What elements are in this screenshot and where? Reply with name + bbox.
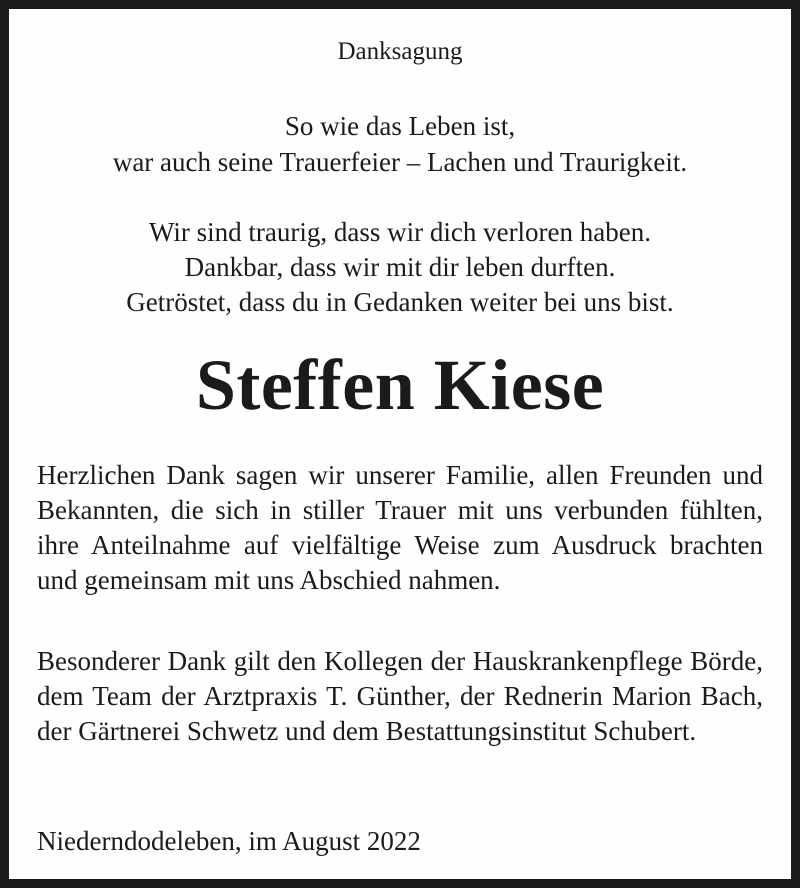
notice-heading: Danksagung [337, 38, 463, 65]
poem-stanza-2 [9, 215, 791, 320]
poem-line: war auch seine Trauerfeier – Lachen und Traurigkeit. [112, 147, 688, 177]
poem-line: Dankbar, dass wir mit dir leben durften. [184, 252, 616, 282]
place-and-date: Niederndodeleben, im August 2022 [37, 826, 421, 856]
special-thanks-paragraph: Besonderer Dank gilt den Kollegen der Hauskrankenpflege Börde, dem Team der Arztpraxis T. Günther, der Rednerin Marion Bach, der Gärtnerei Schwetz und dem Bestattungsinstitut Schubert. [37, 646, 763, 746]
thanks-paragraph: Herzlichen Dank sagen wir unserer Familie, allen Freunden und Bekannten, die sich in stiller Trauer mit uns verbunden fühlten, ihre Anteilnahme auf vielfältige Weise zum Ausdruck brachten und gemeinsam mit uns Abschied nahmen. [37, 460, 763, 595]
poem-stanza-1 [9, 108, 791, 180]
deceased-name: Steffen Kiese [195, 345, 605, 425]
poem-line: So wie das Leben ist, [284, 111, 516, 141]
poem-line: Getröstet, dass du in Gedanken weiter bei uns bist. [126, 287, 674, 317]
poem-line: Wir sind traurig, dass wir dich verloren haben. [148, 217, 652, 247]
